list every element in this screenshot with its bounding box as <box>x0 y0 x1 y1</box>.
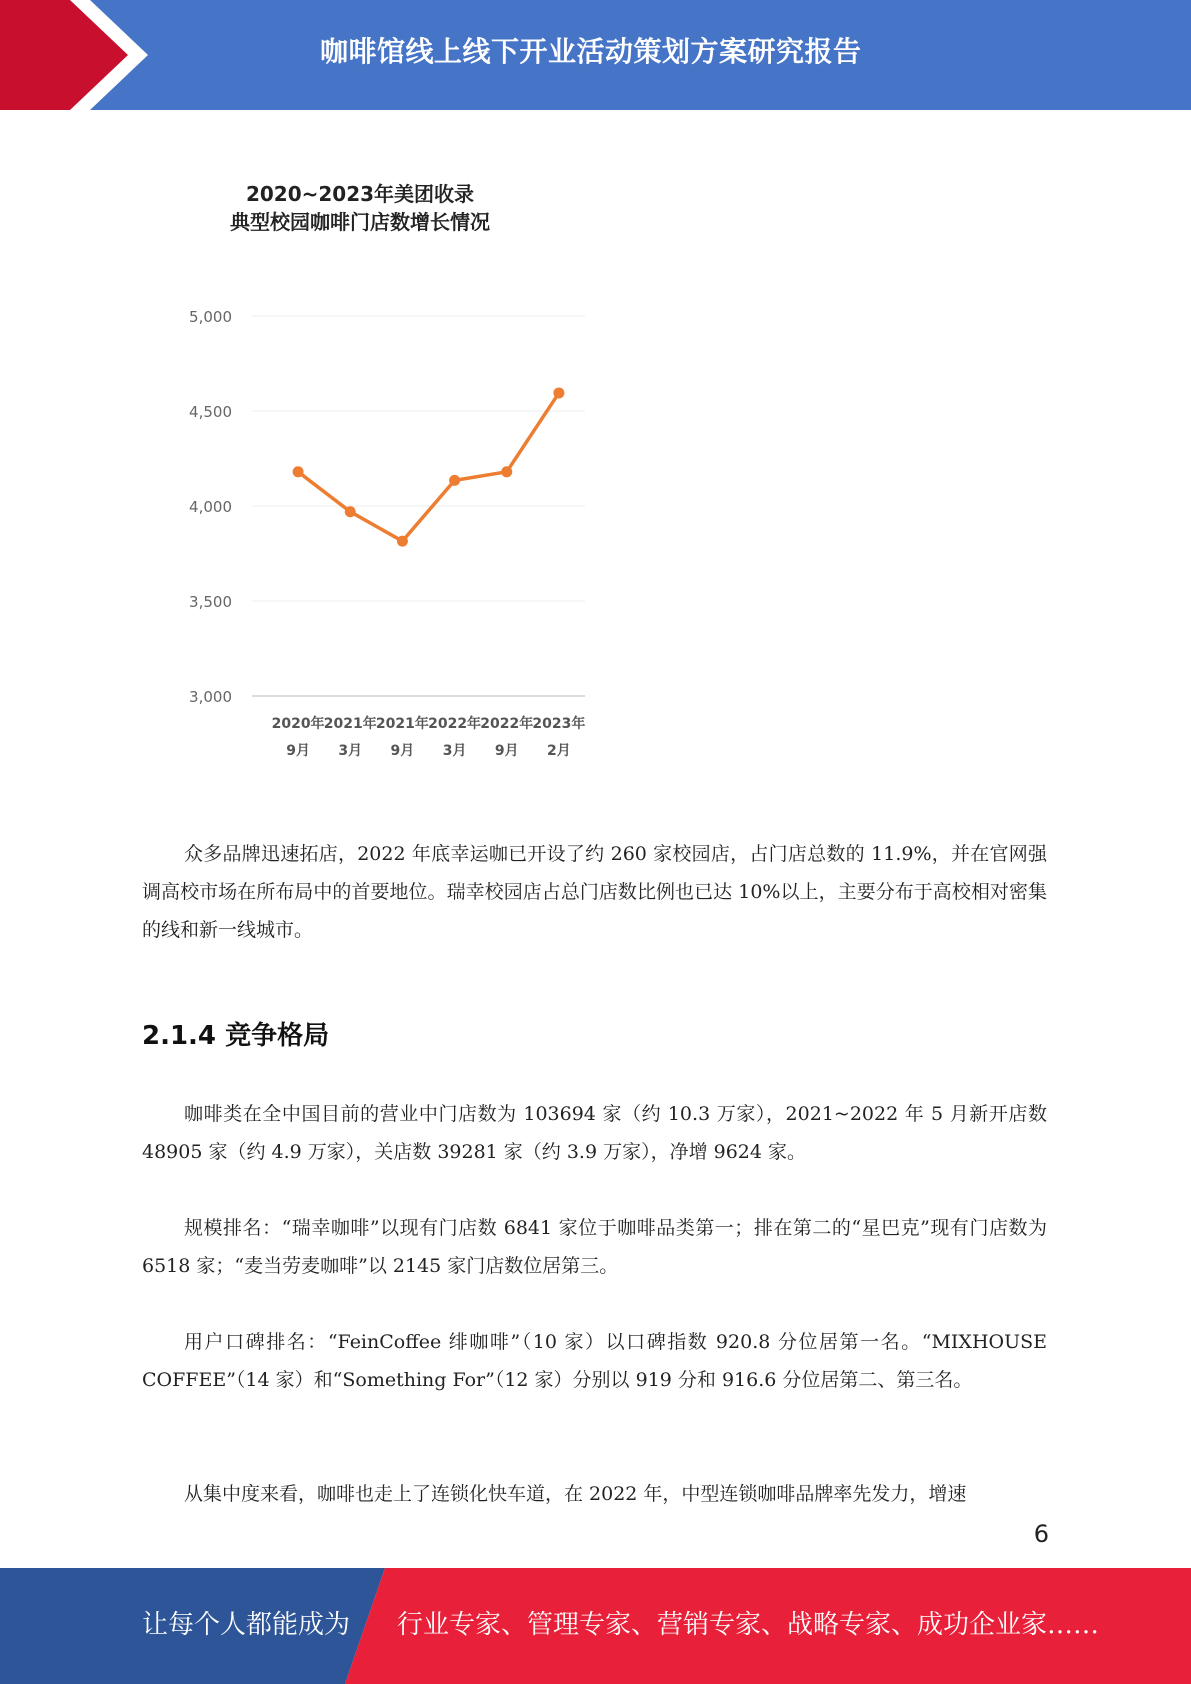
y-tick-label: 4,500 <box>189 403 232 421</box>
paragraph-1 <box>142 835 1047 949</box>
x-tick-label: 3月 <box>338 743 363 759</box>
x-tick-label: 2月 <box>547 743 571 759</box>
body-paragraph: 众多品牌迅速拓店，2022 年底幸运咖已开设了约 260 家校园店，占门店总数的 11.9%，并在官网强调高校市场在所布局中的首要地位。瑞幸校园店占总门店数比例也已达 10%以上，主要分布于高校相对密集的线和新一线城市。 <box>142 843 1047 941</box>
body-paragraph: 用户口碑排名：“FeinCoffee 绯咖啡”（10 家）以口碑指数 920.8 分位居第一名。“MIXHOUSE COFFEE”（14 家）和“Something For”（12 家）分别以 919 分和 916.6 分位居第二、第三名。 <box>142 1331 1047 1391</box>
chart-title-line-1: 2020~2023年美团收录 <box>245 182 475 206</box>
chart-svg <box>180 180 620 780</box>
chart-title-line-2: 典型校园咖啡门店数增长情况 <box>230 210 490 234</box>
series-line <box>298 393 559 541</box>
footer-slogan-left: 让每个人都能成为 <box>142 1610 351 1640</box>
data-point <box>449 475 460 486</box>
x-tick-label: 9月 <box>390 743 415 759</box>
data-point <box>501 466 512 477</box>
x-tick-label: 2022年 <box>480 716 534 732</box>
x-tick-label: 3月 <box>442 743 467 759</box>
body-paragraph: 从集中度来看，咖啡也走上了连锁化快车道，在 2022 年，中型连锁咖啡品牌率先发力，增速 <box>184 1483 967 1505</box>
data-point <box>553 387 564 398</box>
data-point <box>397 536 408 547</box>
y-tick-label: 3,500 <box>189 593 232 611</box>
y-tick-label: 3,000 <box>189 688 232 706</box>
paragraph-4 <box>142 1323 1047 1399</box>
x-tick-label: 2023年 <box>532 716 586 732</box>
y-tick-label: 5,000 <box>189 308 232 326</box>
line-chart <box>180 180 620 780</box>
body-paragraph: 规模排名：“瑞幸咖啡”以现有门店数 6841 家位于咖啡品类第一；排在第二的“星巴克”现有门店数为 6518 家；“麦当劳麦咖啡”以 2145 家门店数位居第三。 <box>142 1217 1047 1277</box>
x-tick-label: 2022年 <box>428 716 482 732</box>
page-number: 6 <box>1033 1520 1049 1548</box>
header-title: 咖啡馆线上线下开业活动策划方案研究报告 <box>320 35 862 68</box>
x-tick-label: 9月 <box>494 743 519 759</box>
paragraph-3 <box>142 1209 1047 1285</box>
x-tick-label: 2021年 <box>375 716 429 732</box>
page-footer <box>0 1568 1191 1684</box>
x-tick-label: 9月 <box>286 743 310 759</box>
section-heading: 2.1.4 竞争格局 <box>142 1021 330 1051</box>
section-heading-wrap <box>142 1015 1047 1052</box>
page-header <box>0 0 1191 110</box>
chart-title <box>110 180 610 236</box>
paragraph-2 <box>142 1095 1047 1171</box>
footer-slogan-right: 行业专家、管理专家、营销专家、战略专家、成功企业家…… <box>397 1610 1100 1640</box>
x-tick-label: 2020年 <box>271 716 325 732</box>
body-paragraph: 咖啡类在全中国目前的营业中门店数为 103694 家（约 10.3 万家），2021~2022 年 5 月新开店数 48905 家（约 4.9 万家），关店数 39281 家（约 3.9 万家），净增 9624 家。 <box>142 1103 1047 1163</box>
y-tick-label: 4,000 <box>189 498 232 516</box>
paragraph-5 <box>142 1475 1047 1513</box>
data-point <box>345 506 356 517</box>
x-tick-label: 2021年 <box>323 716 377 732</box>
data-point <box>293 466 304 477</box>
